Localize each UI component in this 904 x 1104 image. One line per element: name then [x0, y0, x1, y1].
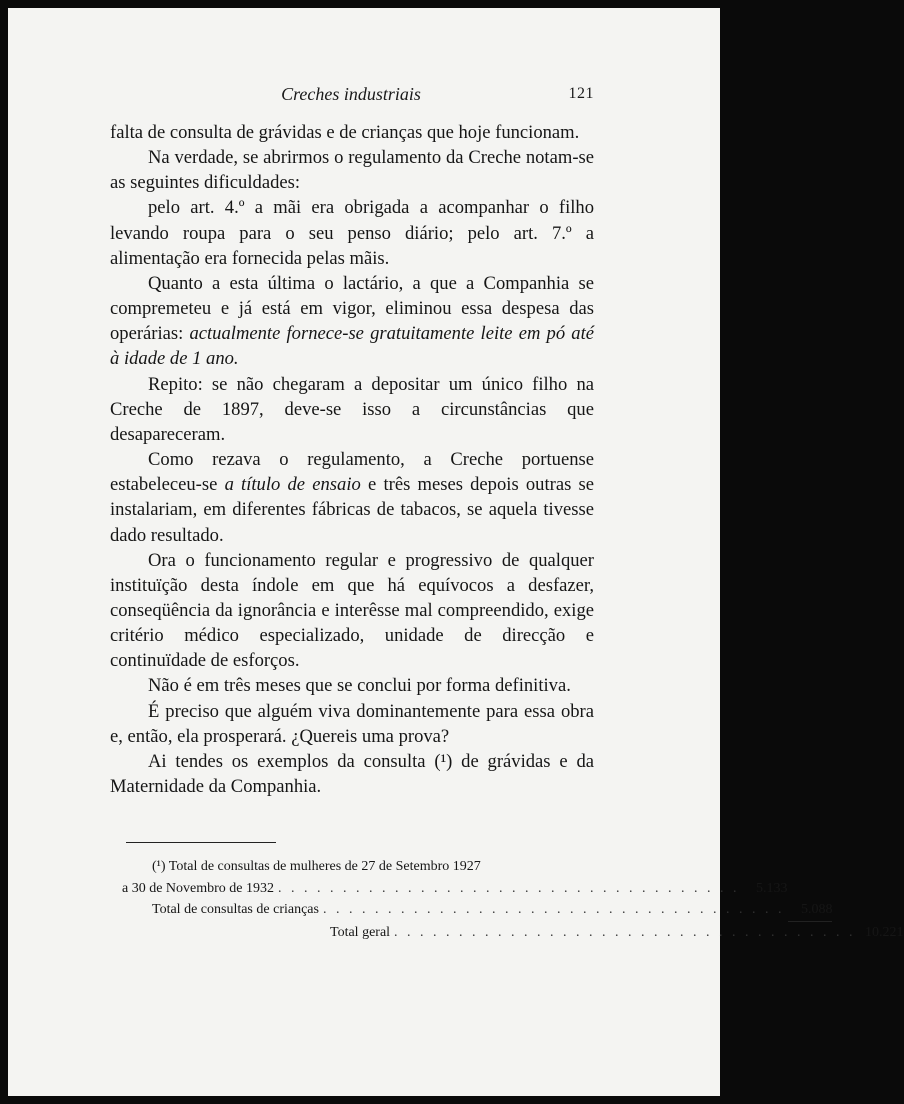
footnote-value: 5.133 — [756, 880, 788, 896]
paragraph: Na verdade, se abrirmos o regulamento da Creche notam-se as seguintes dificuldades: — [110, 147, 594, 194]
book-page — [8, 8, 904, 1096]
footnote-label: Total geral — [330, 924, 391, 940]
footnote — [122, 856, 904, 943]
emphasis-text: actualmente fornece-se gratuitamente leite em pó até à idade de 1 ano. — [110, 323, 595, 370]
footnote-label: Total de consultas de crianças — [152, 902, 319, 917]
paragraph — [110, 271, 594, 372]
footnote-label: a 30 de Novembro de 1932 — [122, 880, 275, 896]
paragraph: Não é em três meses que se conclui por forma definitiva. — [148, 675, 571, 697]
footnote-line: (¹) Total de consultas de mulheres de 27 de Setembro 1927 — [152, 859, 481, 874]
paragraph: Ai tendes os exemplos da consulta (¹) de grávidas e da Maternidade da Companhia. — [110, 750, 594, 798]
paragraph — [110, 447, 594, 548]
paragraph-text: e três meses depois outras se instalariam, em diferentes fábricas de tabacos, se aquela tivesse dado resultado. — [110, 474, 594, 546]
dot-leader: . . . . . . . . . . . . . . . . . . . . . . . . . . . . . . . . . . . . — [394, 924, 856, 940]
paragraph: Ora o funcionamento regular e progressivo de qualquer instituïção desta índole em que há equívocos a desfazer, conseqüência da ignorância e interêsse mal compreendido, exige critério médico especializado, unidade de direcção e continuïdade de esforços. — [110, 549, 594, 672]
body-text — [110, 120, 594, 799]
footnote-row — [122, 922, 904, 944]
footnote-value: 5.088 — [788, 899, 832, 922]
footnote-row — [122, 878, 788, 900]
footnote-value: 10.221 — [865, 924, 904, 940]
paragraph: falta de consulta de grávidas e de crianças que hoje funcionam. — [110, 122, 580, 143]
emphasis-text: a título de ensaio — [224, 474, 361, 496]
dot-leader: . . . . . . . . . . . . . . . . . . . . . . . . . . . . . . . . . . . . — [322, 902, 785, 917]
page-header — [108, 84, 594, 108]
paragraph: É preciso que alguém viva dominantemente para essa obra e, então, ela prosperará. ¿Quereis uma prova? — [110, 700, 594, 747]
footnote-separator — [126, 842, 276, 843]
dot-leader: . . . . . . . . . . . . . . . . . . . . . . . . . . . . . . . . . . . . — [278, 880, 740, 896]
paragraph: pelo art. 4.º a mãi era obrigada a acompanhar o filho levando roupa para o seu penso diário; pelo art. 7.º a alimentação era fornecida pelas mãis. — [110, 197, 594, 269]
paragraph: Repito: se não chegaram a depositar um único filho na Creche de 1897, deve-se isso a circunstâncias que desapareceram. — [110, 373, 594, 445]
footnote-row — [122, 899, 833, 922]
page-number: 121 — [568, 85, 594, 102]
paragraph-text: Quanto a esta última o lactário, a que a Companhia se compremeteu e já está em vigor, eliminou essa despesa das operárias: — [110, 272, 594, 345]
paragraph-text: Como rezava o regulamento, a Creche portuense estabeleceu-se — [110, 449, 594, 496]
running-title: Creches industriais — [281, 84, 421, 104]
